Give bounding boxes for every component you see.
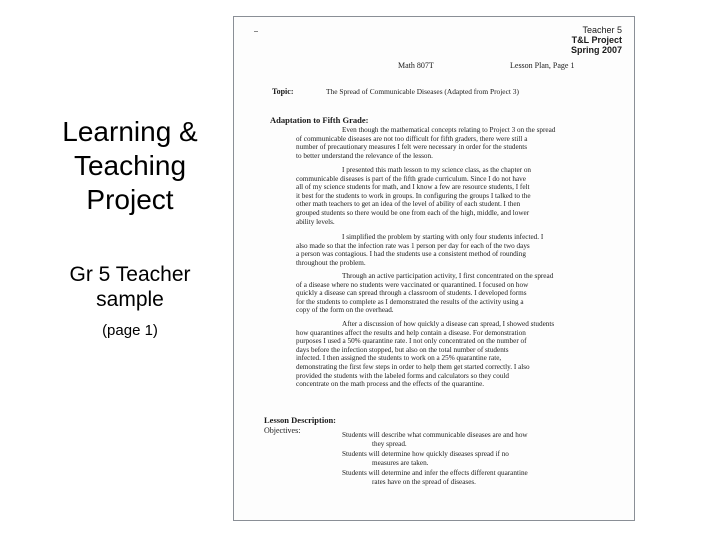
text-line: infected. I then assigned the students to work on a 25% quarantine rate, [296,354,502,363]
page-note: (page 1) [102,322,158,339]
objectives-label: Objectives: [264,426,301,435]
objective-line: they spread. [372,439,407,448]
text-line: ability levels. [296,217,335,226]
text-line: Even though the mathematical concepts relating to Project 3 on the spread [342,126,556,134]
document-header [571,25,622,55]
adaptation-paragraph [296,272,614,315]
text-line: grouped students so there would be one from each of the high, middle, and lower [296,208,530,217]
objective-item [342,469,528,486]
adaptation-paragraph [296,126,614,160]
text-line: to better understand the relevance of the lesson. [296,151,433,160]
course-code: Math 807T [398,61,434,70]
text-line: After a discussion of how quickly a disease can spread, I showed students [342,320,555,328]
text-line: of a disease where no students were vaccinated or quarantined. I focused on how [296,280,529,289]
objective-line: Students will determine how quickly diseases spread if no [342,450,509,458]
slide-title-line: Project [86,184,174,215]
text-line: provided the students with the labeled forms and calculators so they could [296,371,509,380]
text-line: all of my science students for math, and I know a few are resource students, I felt [296,183,530,192]
objective-line: Students will determine and infer the effects different quarantine [342,469,528,477]
lesson-description-heading: Lesson Description: [264,415,337,425]
header-line: T&L Project [571,35,622,45]
adaptation-paragraph [296,166,614,226]
text-line: a person was contagious. I had the students use a consistent method of rounding [296,250,526,259]
text-line: purposes I used a 50% quarantine rate. I not only concentrated on the number of [296,337,527,346]
text-line: demonstrating the first few steps in order to help them get started correctly. I also [296,362,530,371]
adaptation-paragraph [296,233,614,267]
topic-label: Topic: [272,87,294,96]
slide-subtitle [30,262,230,312]
text-line: it best for the students to work in groups. In configuring the groups I talked to the [296,191,531,200]
objective-item [342,450,509,467]
text-line: I presented this math lesson to my science class, as the chapter on [342,166,532,174]
lesson-plan-label: Lesson Plan, Page 1 [510,61,575,70]
text-line: number of precautionary measures I felt were necessary in order for the students [296,143,528,152]
text-line: how quarantines affect the results and help contain a disease. For demonstration [296,328,526,337]
text-line: quickly a disease can spread through a classroom of students. I developed forms [296,289,527,298]
slide-title [30,115,230,217]
header-line: Spring 2007 [570,45,622,55]
slide-title-line: Learning & [62,116,198,147]
adaptation-paragraph [296,320,614,389]
scanned-document [233,16,635,521]
objective-line: Students will describe what communicable diseases are and how [342,431,528,439]
objective-line: measures are taken. [372,458,429,467]
topic-text: The Spread of Communicable Diseases (Adapted from Project 3) [326,87,519,96]
text-line: of communicable diseases are not too difficult for fifth graders, there were still a [296,134,528,143]
slide-subtitle-line: Gr 5 Teacher [69,263,191,286]
adaptation-heading: Adaptation to Fifth Grade: [270,115,369,125]
text-line: other math teachers to get an idea of the level of ability of each student. I then [296,200,521,209]
slide-title-line: Teaching [73,150,187,181]
text-line: I simplified the problem by starting with only four students infected. I [342,233,544,241]
text-line: concentrate on the math process and the effects of the quarantine. [296,380,485,389]
objective-line: rates have on the spread of diseases. [372,477,476,486]
objective-item [342,431,528,448]
scan-mark [254,31,258,32]
text-line: copy of the form on the overhead. [296,306,394,315]
text-line: for the students to complete as I demonstrated the results of the activity using a [296,297,524,306]
slide-subtitle-line: sample [96,288,164,311]
header-line: Teacher 5 [582,25,622,35]
text-line: communicable diseases is part of the fifth grade curriculum. Since I do not have [296,174,526,183]
text-line: throughout the problem. [296,258,366,267]
text-line: also made so that the infection rate was 1 person per day for each of the two days [296,241,530,250]
text-line: Through an active participation activity, I first concentrated on the spread [342,272,554,280]
text-line: days before the infection stopped, but also on the total number of students [296,345,509,354]
